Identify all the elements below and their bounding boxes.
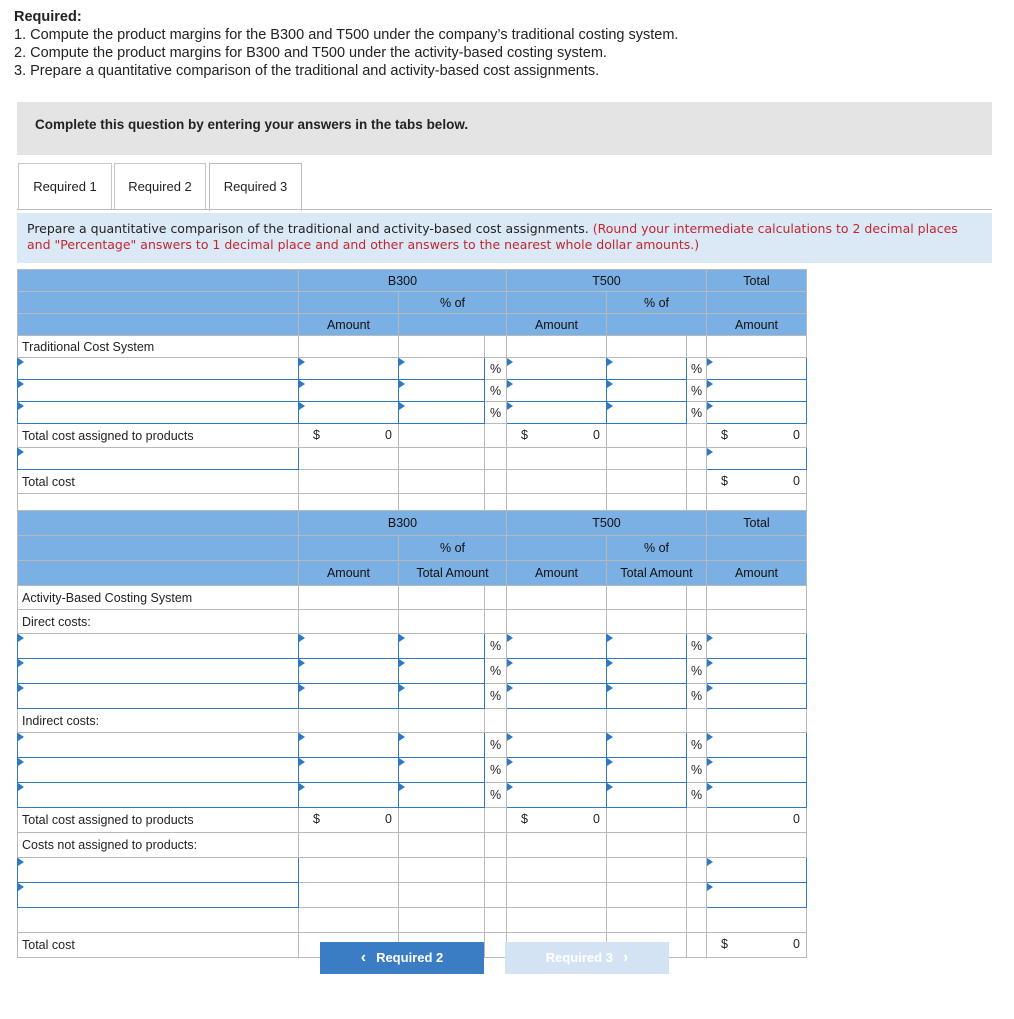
t500-pct-header: % of xyxy=(607,536,707,561)
total-amount-input[interactable] xyxy=(707,659,807,684)
pct-sign: % xyxy=(485,358,507,380)
total-amount-header: Amount xyxy=(707,314,807,336)
dollar-sign: $ xyxy=(521,812,528,826)
section-label: Activity-Based Costing System xyxy=(18,586,299,610)
label-input[interactable] xyxy=(18,659,299,684)
label-input[interactable] xyxy=(18,883,299,908)
traditional-row xyxy=(18,380,807,402)
t500-total-value: 0 xyxy=(593,812,600,826)
t500-pct-input[interactable] xyxy=(607,758,687,783)
pct-sign: % xyxy=(687,758,707,783)
t500-amount-input[interactable] xyxy=(507,659,607,684)
t500-pct-input[interactable] xyxy=(607,634,687,659)
t500-pct-input[interactable] xyxy=(607,659,687,684)
traditional-cost-table xyxy=(17,269,807,516)
instruction-box xyxy=(17,213,992,263)
pct-sign: % xyxy=(485,380,507,402)
pct-sign: % xyxy=(687,733,707,758)
total-amount-input[interactable] xyxy=(707,380,807,402)
t500-amount-input[interactable] xyxy=(507,758,607,783)
pct-sign: % xyxy=(687,634,707,659)
b300-pct-input[interactable] xyxy=(399,758,485,783)
b300-pct-input[interactable] xyxy=(399,402,485,424)
total-cost-cell xyxy=(707,933,807,958)
pct-sign: % xyxy=(485,402,507,424)
b300-amount-input[interactable] xyxy=(299,684,399,709)
direct-cost-row xyxy=(18,684,807,709)
pct-sign: % xyxy=(485,733,507,758)
pct-sign: % xyxy=(485,659,507,684)
chevron-right-icon: › xyxy=(622,949,629,966)
t500-pct-input[interactable] xyxy=(607,402,687,424)
indirect-cost-row xyxy=(18,783,807,808)
required-section xyxy=(14,8,678,80)
instructions-banner xyxy=(17,102,992,155)
total-amount-input[interactable] xyxy=(707,733,807,758)
total-cost-value: 0 xyxy=(793,474,800,488)
label-input[interactable] xyxy=(18,448,299,470)
prev-button[interactable] xyxy=(320,942,484,974)
t500-total-cell xyxy=(507,424,607,448)
label-input[interactable] xyxy=(18,358,299,380)
required-heading: Required: xyxy=(14,9,82,25)
t500-amount-input[interactable] xyxy=(507,684,607,709)
grand-total-value: 0 xyxy=(793,428,800,442)
tab-required-1[interactable]: Required 1 xyxy=(18,163,112,209)
b300-amount-input[interactable] xyxy=(299,380,399,402)
tab-divider xyxy=(17,209,992,210)
total-amount-input[interactable] xyxy=(707,448,807,470)
t500-total-value: 0 xyxy=(593,428,600,442)
total-assigned-label: Total cost assigned to products xyxy=(18,808,299,833)
abc-cost-table xyxy=(17,510,807,958)
pct-sign: % xyxy=(485,634,507,659)
b300-header: B300 xyxy=(299,511,507,536)
total-amount-input[interactable] xyxy=(707,684,807,709)
not-assigned-label: Costs not assigned to products: xyxy=(18,833,299,858)
label-input[interactable] xyxy=(18,858,299,883)
t500-pct-input[interactable] xyxy=(607,358,687,380)
next-label: Required 3 xyxy=(545,950,613,965)
total-assigned-label: Total cost assigned to products xyxy=(18,424,299,448)
total-cost-label: Total cost xyxy=(18,933,299,958)
t500-pct-input[interactable] xyxy=(607,783,687,808)
total-amount-input[interactable] xyxy=(707,783,807,808)
direct-cost-row xyxy=(18,634,807,659)
t500-pct-header: % of xyxy=(607,292,707,314)
traditional-row xyxy=(18,358,807,380)
dollar-sign: $ xyxy=(721,474,728,488)
dollar-sign: $ xyxy=(721,428,728,442)
required-item-1: 1. Compute the product margins for the B300 and T500 under the company’s traditional costing system. xyxy=(14,27,679,43)
chevron-left-icon: ‹ xyxy=(360,949,367,966)
label-input[interactable] xyxy=(18,758,299,783)
dollar-sign: $ xyxy=(721,937,728,951)
dollar-sign: $ xyxy=(313,812,320,826)
pct-sign: % xyxy=(687,358,707,380)
pct-sign: % xyxy=(687,783,707,808)
total-cost-cell xyxy=(707,470,807,494)
t500-amount-input[interactable] xyxy=(507,733,607,758)
b300-total-cell xyxy=(299,808,399,833)
grand-total-cell xyxy=(707,424,807,448)
total-amount-header: Amount xyxy=(707,561,807,586)
b300-amount-input[interactable] xyxy=(299,783,399,808)
label-input[interactable] xyxy=(18,380,299,402)
banner-text: Complete this question by entering your answers in the tabs below. xyxy=(35,117,469,132)
direct-cost-row xyxy=(18,659,807,684)
total-amount-input[interactable] xyxy=(707,358,807,380)
indirect-costs-label: Indirect costs: xyxy=(18,709,299,733)
tab-required-3[interactable]: Required 3 xyxy=(209,163,302,211)
indirect-cost-row xyxy=(18,758,807,783)
b300-amount-input[interactable] xyxy=(299,733,399,758)
b300-pct-input[interactable] xyxy=(399,659,485,684)
b300-header: B300 xyxy=(299,270,507,292)
t500-amount-header: Amount xyxy=(507,561,607,586)
t500-header: T500 xyxy=(507,270,707,292)
total-header: Total xyxy=(707,511,807,536)
t500-amount-input[interactable] xyxy=(507,783,607,808)
required-item-2: 2. Compute the product margins for B300 and T500 under the activity-based costing system. xyxy=(14,45,607,61)
direct-costs-label: Direct costs: xyxy=(18,610,299,634)
pct-sign: % xyxy=(485,783,507,808)
grand-total-cell xyxy=(707,808,807,833)
total-amount-input[interactable] xyxy=(707,402,807,424)
grand-total-value: 0 xyxy=(793,812,800,826)
b300-pct-input[interactable] xyxy=(399,783,485,808)
label-input[interactable] xyxy=(18,634,299,659)
pct-sign: % xyxy=(687,659,707,684)
total-amount-input[interactable] xyxy=(707,883,807,908)
b300-amount-input[interactable] xyxy=(299,634,399,659)
indirect-cost-row xyxy=(18,733,807,758)
t500-amount-input[interactable] xyxy=(507,380,607,402)
total-cost-value: 0 xyxy=(793,937,800,951)
section-label: Traditional Cost System xyxy=(18,336,299,358)
total-amount-input[interactable] xyxy=(707,634,807,659)
t500-amount-header: Amount xyxy=(507,314,607,336)
t500-amount-input[interactable] xyxy=(507,358,607,380)
t500-amount-input[interactable] xyxy=(507,634,607,659)
b300-pct-input[interactable] xyxy=(399,380,485,402)
b300-total-amount-header: Total Amount xyxy=(399,561,507,586)
t500-amount-input[interactable] xyxy=(507,402,607,424)
b300-amount-input[interactable] xyxy=(299,659,399,684)
b300-total-value: 0 xyxy=(385,428,392,442)
total-amount-input[interactable] xyxy=(707,758,807,783)
total-header: Total xyxy=(707,270,807,292)
b300-pct-header: % of xyxy=(399,536,507,561)
total-cost-label: Total cost xyxy=(18,470,299,494)
b300-pct-input[interactable] xyxy=(399,634,485,659)
b300-pct-input[interactable] xyxy=(399,684,485,709)
b300-pct-header: % of xyxy=(399,292,507,314)
b300-pct-input[interactable] xyxy=(399,733,485,758)
t500-pct-input[interactable] xyxy=(607,733,687,758)
pct-sign: % xyxy=(687,402,707,424)
t500-total-cell xyxy=(507,808,607,833)
b300-amount-input[interactable] xyxy=(299,402,399,424)
label-input[interactable] xyxy=(18,733,299,758)
instruction-main: Prepare a quantitative comparison of the traditional and activity-based cost assignments. xyxy=(27,221,589,236)
pct-sign: % xyxy=(687,380,707,402)
required-item-3: 3. Prepare a quantitative comparison of the traditional and activity-based cost assignments. xyxy=(14,63,600,79)
dollar-sign: $ xyxy=(313,428,320,442)
total-amount-input[interactable] xyxy=(707,858,807,883)
b300-amount-input[interactable] xyxy=(299,758,399,783)
instruction-note: (Round your intermediate calculations to 2 decimal places and "Percentage" answers to 1 decimal place and and other answers to the nearest whole dollar amounts.) xyxy=(27,221,958,252)
pct-sign: % xyxy=(687,684,707,709)
t500-total-amount-header: Total Amount xyxy=(607,561,707,586)
dollar-sign: $ xyxy=(521,428,528,442)
label-input[interactable] xyxy=(18,783,299,808)
b300-total-value: 0 xyxy=(385,812,392,826)
prev-label: Required 2 xyxy=(376,950,444,965)
label-input[interactable] xyxy=(18,684,299,709)
b300-pct-input[interactable] xyxy=(399,358,485,380)
label-input[interactable] xyxy=(18,402,299,424)
traditional-row xyxy=(18,402,807,424)
tab-required-2[interactable]: Required 2 xyxy=(114,163,206,209)
pct-sign: % xyxy=(485,684,507,709)
t500-pct-input[interactable] xyxy=(607,684,687,709)
t500-header: T500 xyxy=(507,511,707,536)
pct-sign: % xyxy=(485,758,507,783)
t500-pct-input[interactable] xyxy=(607,380,687,402)
b300-total-cell xyxy=(299,424,399,448)
b300-amount-input[interactable] xyxy=(299,358,399,380)
next-button[interactable] xyxy=(505,942,669,974)
b300-amount-header: Amount xyxy=(299,561,399,586)
b300-amount-header: Amount xyxy=(299,314,399,336)
